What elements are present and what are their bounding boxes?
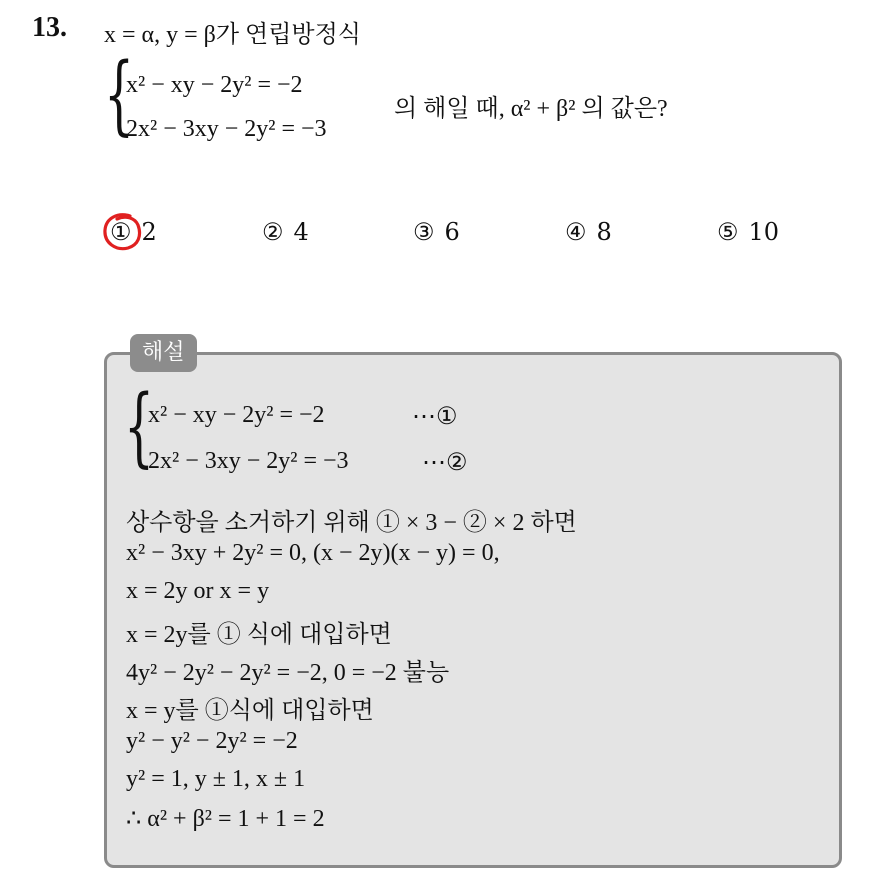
choice-4[interactable] (565, 218, 612, 246)
choice-1-value: 2 (141, 218, 157, 246)
question-equation-1: x² − xy − 2y² = −2 (126, 72, 303, 98)
choice-5[interactable] (717, 218, 779, 246)
solution-line-1: 상수항을 소거하기 위해 ① × 3 − ② × 2 하면 (126, 510, 577, 536)
solution-line-9: ∴ α² + β² = 1 + 1 = 2 (126, 806, 325, 832)
choice-2[interactable] (262, 218, 309, 246)
choice-2-number: ② (262, 218, 284, 246)
choice-5-value: 10 (748, 218, 780, 246)
solution-line-8: y² = 1, y ± 1, x ± 1 (126, 766, 306, 792)
system-brace: { (104, 45, 135, 145)
choice-1-number: ① (110, 218, 132, 246)
question-intro: x = α, y = β가 연립방정식 (104, 22, 361, 48)
solution-line-4: x = 2y를 ① 식에 대입하면 (126, 622, 392, 648)
solution-line-7: y² − y² − 2y² = −2 (126, 728, 298, 754)
question-number: 13. (32, 12, 67, 43)
choice-3[interactable] (413, 218, 460, 246)
choice-4-value: 8 (596, 218, 612, 246)
solution-line-5: 4y² − 2y² − 2y² = −2, 0 = −2 불능 (126, 660, 450, 686)
choice-4-number: ④ (565, 218, 587, 246)
choice-3-number: ③ (413, 218, 435, 246)
solution-equation-1-ref: ⋯① (412, 404, 458, 430)
solution-line-3: x = 2y or x = y (126, 578, 270, 604)
solution-system-brace: { (124, 377, 155, 477)
choice-2-value: 4 (293, 218, 309, 246)
question-tail: 의 해일 때, α² + β² 의 값은? (394, 96, 668, 122)
choice-3-value: 6 (444, 218, 460, 246)
answer-mark-circle (100, 210, 148, 254)
choice-5-number: ⑤ (717, 218, 739, 246)
solution-tag: 해설 (130, 334, 197, 372)
solution-equation-2: 2x² − 3xy − 2y² = −3 (148, 448, 349, 474)
solution-line-6: x = y를 ①식에 대입하면 (126, 698, 374, 724)
solution-equation-1: x² − xy − 2y² = −2 (148, 402, 325, 428)
solution-equation-2-ref: ⋯② (422, 450, 468, 476)
question-equation-2: 2x² − 3xy − 2y² = −3 (126, 116, 327, 142)
solution-line-2: x² − 3xy + 2y² = 0, (x − 2y)(x − y) = 0, (126, 540, 500, 566)
